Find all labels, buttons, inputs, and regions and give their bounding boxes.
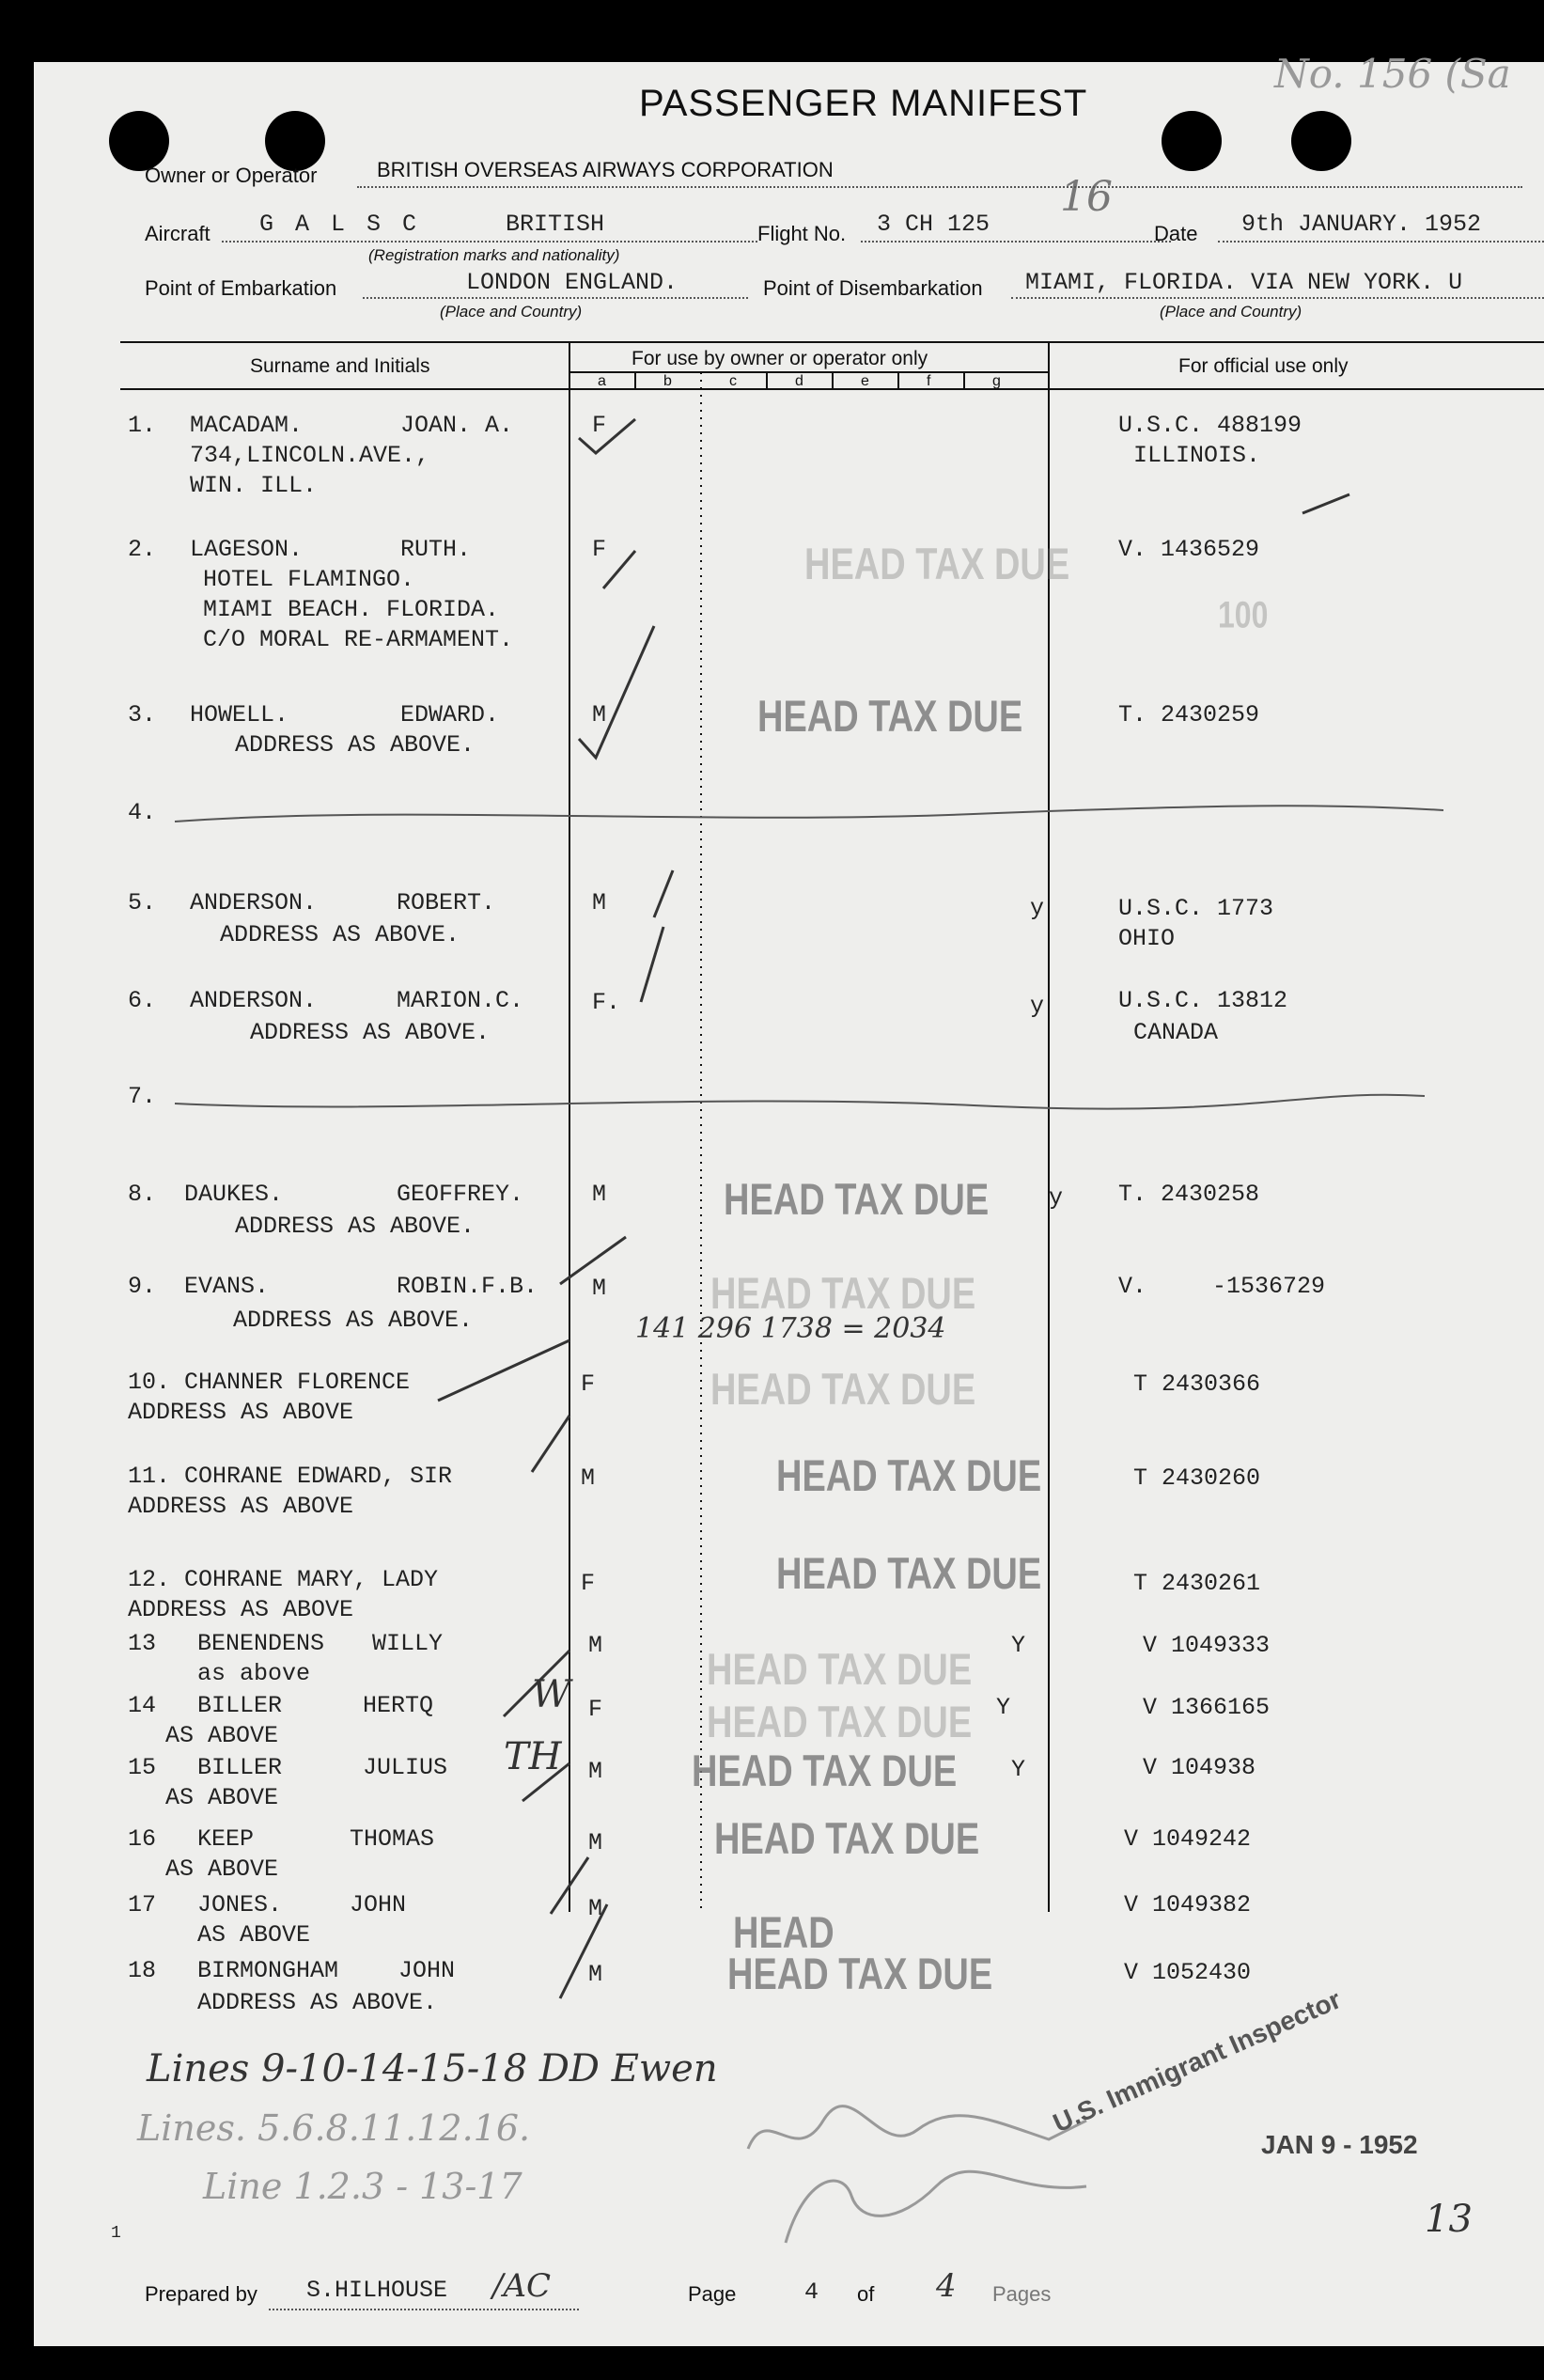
- passenger-address: 734,LINCOLN.AVE.,: [190, 442, 430, 469]
- passenger-sex: M: [588, 1829, 603, 1856]
- check-mark: [438, 1340, 569, 1401]
- passenger-flag-g: y: [1030, 895, 1045, 922]
- official-entry: U.S.C. 488199: [1118, 412, 1302, 439]
- row-number: 1.: [128, 412, 157, 439]
- pages-label: Pages: [992, 2282, 1052, 2306]
- passenger-sex: F.: [592, 989, 621, 1016]
- passenger-given: MARION.C.: [397, 987, 524, 1014]
- passenger-address: ADDRESS AS ABOVE: [128, 1399, 354, 1426]
- passenger-address: AS ABOVE: [165, 1722, 279, 1749]
- passenger-flag-g: y: [1049, 1184, 1064, 1212]
- passenger-address: AS ABOVE: [165, 1784, 279, 1811]
- official-entry: V 1366165: [1143, 1694, 1271, 1721]
- passenger-surname: BILLER: [197, 1754, 283, 1781]
- head-tax-stamp: HEAD TAX DUE: [804, 540, 1070, 590]
- passenger-surname: COHRANE MARY, LADY: [184, 1566, 439, 1593]
- sub-col-g: g: [992, 373, 1001, 389]
- row-number: 12.: [128, 1566, 171, 1593]
- passenger-surname: ANDERSON.: [190, 889, 318, 916]
- cancel-line-row-7: [175, 1095, 1425, 1109]
- head-tax-stamp: HEAD TAX DUE: [710, 1269, 976, 1320]
- sub-col-f: f: [927, 373, 931, 389]
- head-tax-stamp: HEAD TAX DUE: [714, 1814, 980, 1865]
- official-entry: T 2430261: [1133, 1570, 1261, 1597]
- passenger-address: MIAMI BEACH. FLORIDA.: [203, 596, 500, 623]
- official-entry: U.S.C. 13812: [1118, 987, 1288, 1014]
- sub-col-c: c: [729, 373, 737, 389]
- passenger-address: as above: [197, 1660, 311, 1687]
- handwritten-lines-note: Line 1.2.3 - 13-17: [203, 2166, 522, 2207]
- head-tax-stamp: HEAD TAX DUE: [710, 1365, 976, 1416]
- owner-label: Owner or Operator: [145, 164, 318, 187]
- row-number: 17: [128, 1891, 157, 1918]
- sub-col-d: d: [795, 373, 803, 389]
- passenger-sex: M: [588, 1632, 603, 1659]
- page-number: 4: [804, 2278, 819, 2306]
- official-entry: CANADA: [1133, 1019, 1219, 1046]
- passenger-given: EDWARD.: [400, 701, 500, 728]
- official-entry: T. 2430259: [1118, 701, 1260, 728]
- passenger-sex: M: [592, 701, 607, 728]
- aircraft-registration: G A L S C: [259, 211, 421, 238]
- passenger-surname: COHRANE EDWARD, SIR: [184, 1463, 453, 1490]
- passenger-sex: M: [581, 1464, 596, 1492]
- passenger-given: JOAN. A.: [400, 412, 514, 439]
- passenger-given: WILLY: [372, 1630, 444, 1657]
- passenger-given: THOMAS: [350, 1825, 435, 1853]
- row-number: 6.: [128, 987, 157, 1014]
- passenger-flag-g: y: [1030, 993, 1045, 1020]
- page-label: Page: [688, 2282, 737, 2306]
- official-entry: V 1049333: [1143, 1632, 1271, 1659]
- official-entry: -1536729: [1212, 1273, 1326, 1300]
- passenger-given: ROBIN.F.B.: [397, 1273, 538, 1300]
- head-stamp: HEAD: [733, 1908, 834, 1959]
- owner-value: BRITISH OVERSEAS AIRWAYS CORPORATION: [377, 158, 834, 181]
- passenger-surname: EVANS.: [184, 1273, 270, 1300]
- passenger-sex: F: [581, 1570, 596, 1597]
- row-number: 5.: [128, 889, 157, 916]
- row-number: 16: [128, 1825, 157, 1853]
- passenger-address: ADDRESS AS ABOVE.: [233, 1307, 474, 1334]
- row-number: 14: [128, 1692, 157, 1719]
- passenger-sex: M: [592, 1181, 607, 1208]
- sub-col-b: b: [663, 373, 672, 389]
- passenger-given: ROBERT.: [397, 889, 496, 916]
- head-tax-stamp: HEAD TAX DUE: [757, 692, 1023, 743]
- row-number: 15: [128, 1754, 157, 1781]
- page-title: PASSENGER MANIFEST: [639, 83, 1088, 124]
- handwritten-sum: 141 296 1738 = 2034: [635, 1312, 946, 1345]
- passenger-sex: F: [588, 1696, 603, 1723]
- corner-note: No. 156 (Sa: [1274, 51, 1511, 97]
- date-label: Date: [1154, 222, 1198, 245]
- handwritten-mark: 16: [1060, 173, 1113, 221]
- flight-number: 3 CH 125: [877, 211, 990, 238]
- passenger-address: ADDRESS AS ABOVE: [128, 1493, 354, 1520]
- disembarkation-sub: (Place and Country): [1160, 303, 1302, 321]
- official-entry: T. 2430258: [1118, 1181, 1260, 1208]
- inspector-stamp-date: JAN 9 - 1952: [1261, 2130, 1418, 2159]
- passenger-given: GEOFFREY.: [397, 1181, 524, 1208]
- passenger-sex: M: [588, 1895, 603, 1922]
- passenger-address: ADDRESS AS ABOVE.: [197, 1989, 438, 2016]
- aircraft-nationality: BRITISH: [506, 211, 605, 238]
- of-label: of: [857, 2282, 875, 2306]
- official-entry: V 104938: [1143, 1754, 1256, 1781]
- passenger-surname: DAUKES.: [184, 1181, 284, 1208]
- inspector-stamp: U.S. Immigrant Inspector: [1049, 1984, 1346, 2138]
- passenger-surname: LAGESON.: [190, 536, 304, 563]
- prepared-by: S.HILHOUSE: [306, 2277, 448, 2304]
- official-entry: T 2430366: [1133, 1370, 1261, 1398]
- head-tax-stamp: HEAD TAX DUE: [727, 1949, 993, 2000]
- passenger-address: AS ABOVE: [165, 1855, 279, 1883]
- passenger-surname: JONES.: [197, 1891, 283, 1918]
- passenger-address: AS ABOVE: [197, 1921, 311, 1949]
- handwritten-initials: TH: [504, 1735, 562, 1778]
- row-number: 11.: [128, 1463, 171, 1490]
- official-entry: V 1049382: [1124, 1891, 1252, 1918]
- prepared-line: [269, 2309, 579, 2310]
- passenger-sex: M: [592, 889, 607, 916]
- check-mark: [641, 927, 663, 1002]
- check-mark: [654, 870, 673, 917]
- passenger-surname: ANDERSON.: [190, 987, 318, 1014]
- passenger-address: C/O MORAL RE-ARMAMENT.: [203, 626, 514, 653]
- passenger-sex: M: [588, 1961, 603, 1988]
- passenger-surname: CHANNER FLORENCE: [184, 1369, 411, 1396]
- col-official-header: For official use only: [1178, 355, 1349, 377]
- passenger-sex: M: [592, 1275, 607, 1302]
- col-owner-header: For use by owner or operator only: [632, 348, 928, 369]
- aircraft-label: Aircraft: [145, 222, 211, 245]
- official-entry: V.: [1118, 1273, 1147, 1300]
- row-number: 2.: [128, 536, 157, 563]
- prepared-mark: /AC: [492, 2267, 552, 2305]
- row-number: 10.: [128, 1369, 171, 1396]
- official-entry: ILLINOIS.: [1133, 442, 1261, 469]
- check-mark: [1302, 494, 1349, 513]
- passenger-given: JOHN: [398, 1957, 456, 1984]
- check-mark: [579, 419, 635, 453]
- passenger-address: ADDRESS AS ABOVE.: [235, 731, 476, 759]
- passenger-sex: M: [588, 1758, 603, 1785]
- passenger-sex: F: [592, 536, 607, 563]
- row-number: 9.: [128, 1273, 157, 1300]
- official-entry: T 2430260: [1133, 1464, 1261, 1492]
- sub-col-e: e: [861, 373, 869, 389]
- passenger-sex: F: [581, 1370, 596, 1398]
- disembarkation-value: MIAMI, FLORIDA. VIA NEW YORK. U: [1025, 269, 1463, 296]
- official-entry: OHIO: [1118, 925, 1176, 952]
- row-number: 8.: [128, 1181, 157, 1208]
- check-mark: [603, 551, 635, 588]
- head-tax-stamp: HEAD TAX DUE: [707, 1698, 973, 1748]
- check-mark: [532, 1416, 569, 1472]
- prepared-label: Prepared by: [145, 2282, 257, 2306]
- embarkation-sub: (Place and Country): [440, 303, 583, 321]
- head-tax-stamp: HEAD TAX DUE: [776, 1549, 1042, 1600]
- head-tax-stamp: HEAD TAX DUE: [692, 1746, 958, 1797]
- col-surname-header: Surname and Initials: [250, 355, 430, 377]
- page-mark: 13: [1425, 2198, 1473, 2241]
- embarkation-label: Point of Embarkation: [145, 276, 337, 300]
- passenger-given: JOHN: [350, 1891, 407, 1918]
- row-number: 13: [128, 1630, 157, 1657]
- row-number: 7.: [128, 1083, 157, 1110]
- official-entry: V. 1436529: [1118, 536, 1260, 563]
- passenger-given: JULIUS: [363, 1754, 448, 1781]
- row-number: 4.: [128, 799, 157, 826]
- row-number: 18: [128, 1957, 157, 1984]
- passenger-flag-g: Y: [1011, 1756, 1026, 1783]
- passenger-surname: KEEP: [197, 1825, 255, 1853]
- passenger-sex: F: [592, 412, 607, 439]
- handwritten-lines-note: Lines 9-10-14-15-18 DD Ewen: [147, 2047, 718, 2090]
- footer-mark: 1: [111, 2224, 121, 2243]
- head-tax-stamp: HEAD TAX DUE: [776, 1451, 1042, 1502]
- fee-stamp: 100: [1218, 593, 1269, 636]
- passenger-surname: HOWELL.: [190, 701, 289, 728]
- passenger-address: ADDRESS AS ABOVE.: [235, 1213, 476, 1240]
- cancel-line-row-4: [175, 806, 1443, 822]
- passenger-surname: BENENDENS: [197, 1630, 325, 1657]
- aircraft-sub: (Registration marks and nationality): [368, 246, 620, 264]
- disembarkation-label: Point of Disembarkation: [763, 276, 983, 300]
- passenger-surname: BIRMONGHAM: [197, 1957, 339, 1984]
- handwritten-lines-note: Lines. 5.6.8.11.12.16.: [137, 2107, 531, 2149]
- passenger-address: ADDRESS AS ABOVE.: [250, 1019, 491, 1046]
- passenger-flag-g: Y: [1011, 1632, 1026, 1659]
- passenger-address: ADDRESS AS ABOVE: [128, 1596, 354, 1623]
- head-tax-stamp: HEAD TAX DUE: [724, 1175, 990, 1226]
- date-value: 9th JANUARY. 1952: [1241, 211, 1482, 238]
- embarkation-value: LONDON ENGLAND.: [466, 269, 678, 296]
- check-mark: [579, 626, 654, 758]
- sub-col-a: a: [598, 373, 606, 389]
- passenger-address: ADDRESS AS ABOVE.: [220, 921, 460, 948]
- passenger-given: HERTQ: [363, 1692, 434, 1719]
- head-tax-stamp: HEAD TAX DUE: [707, 1645, 973, 1696]
- page-total: 4: [936, 2267, 957, 2305]
- passenger-surname: MACADAM.: [190, 412, 304, 439]
- official-entry: V 1052430: [1124, 1959, 1252, 1986]
- handwritten-initials: W: [532, 1673, 571, 1716]
- manifest-page: [34, 51, 1544, 2346]
- passenger-given: RUTH.: [400, 536, 472, 563]
- passenger-surname: BILLER: [197, 1692, 283, 1719]
- passenger-address: HOTEL FLAMINGO.: [203, 566, 415, 593]
- row-number: 3.: [128, 701, 157, 728]
- official-entry: U.S.C. 1773: [1118, 895, 1274, 922]
- flight-label: Flight No.: [757, 222, 847, 245]
- passenger-address: WIN. ILL.: [190, 472, 318, 499]
- passenger-flag-g: Y: [996, 1694, 1011, 1721]
- official-entry: V 1049242: [1124, 1825, 1252, 1853]
